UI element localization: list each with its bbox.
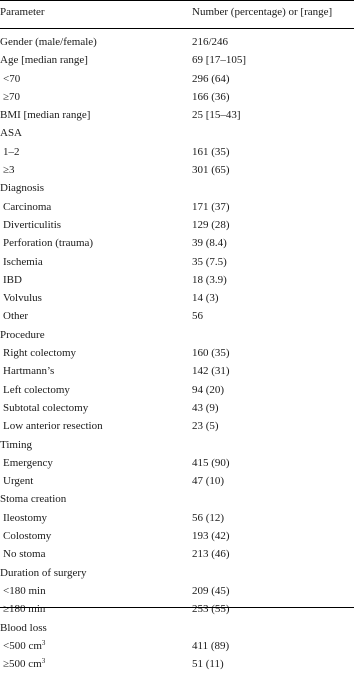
table-row — [0, 564, 354, 582]
row-label: Age [median range] — [0, 54, 88, 67]
row-value: 253 (55) — [192, 603, 230, 616]
table-row — [0, 619, 354, 637]
table-row — [0, 307, 354, 325]
table-body — [0, 33, 354, 673]
row-value: 47 (10) — [192, 475, 225, 488]
row-value: 209 (45) — [192, 584, 230, 597]
row-value: 161 (35) — [192, 145, 230, 158]
bottom-rule — [0, 607, 354, 608]
row-label: Left colectomy — [3, 383, 70, 396]
row-value: 69 [17–105] — [192, 54, 247, 67]
table-row — [0, 106, 354, 124]
table-row — [0, 253, 354, 271]
table-row — [0, 216, 354, 234]
table-row — [0, 582, 354, 600]
table-row — [0, 51, 354, 69]
row-label: Low anterior resection — [3, 420, 103, 433]
row-value: 193 (42) — [192, 530, 230, 543]
row-label: Other — [3, 310, 29, 323]
row-label: 1–2 — [3, 145, 20, 158]
row-value: 415 (90) — [192, 456, 230, 469]
table-row — [0, 70, 354, 88]
table-row — [0, 179, 354, 197]
row-value: 129 (28) — [192, 218, 230, 231]
table-row — [0, 344, 354, 362]
header-parameter: Parameter — [0, 6, 45, 18]
table-row — [0, 454, 354, 472]
row-value: 166 (36) — [192, 90, 230, 103]
table-row — [0, 289, 354, 307]
row-label: Carcinoma — [3, 200, 52, 213]
row-value: 94 (20) — [192, 383, 225, 396]
table-header — [0, 6, 354, 24]
row-label: Diverticulitis — [3, 218, 62, 231]
row-label: Diagnosis — [0, 182, 44, 195]
table-row — [0, 124, 354, 142]
row-label-superscript: 3 — [41, 638, 46, 647]
row-label: Hartmann’s — [3, 365, 55, 378]
row-label: Volvulus — [3, 292, 42, 305]
row-value: 18 (3.9) — [192, 273, 227, 286]
row-label: Colostomy — [3, 530, 52, 543]
row-value: 35 (7.5) — [192, 255, 227, 268]
row-value: 213 (46) — [192, 548, 230, 561]
table-row — [0, 161, 354, 179]
row-label: ≥500 $cm^3$ — [3, 657, 46, 671]
row-value: 51 (11) — [192, 658, 224, 671]
table-row — [0, 271, 354, 289]
table-row — [0, 362, 354, 380]
row-label: Ileostomy — [3, 511, 47, 524]
row-label: Perforation (trauma) — [3, 237, 94, 250]
table-row — [0, 545, 354, 563]
row-value: 56 — [192, 310, 203, 323]
table-row — [0, 88, 354, 106]
row-label: Urgent — [3, 475, 34, 488]
table-row — [0, 655, 354, 673]
table-row — [0, 234, 354, 252]
row-value: 216/246 — [192, 36, 229, 48]
row-label: BMI [median range] — [0, 109, 91, 122]
header-rule — [0, 28, 354, 29]
row-value: 171 (37) — [192, 200, 230, 213]
row-value: 23 (5) — [192, 420, 219, 433]
table-row — [0, 436, 354, 454]
row-value: 160 (35) — [192, 347, 230, 360]
row-label: Gender (male/female) — [0, 36, 97, 48]
row-value: 301 (65) — [192, 164, 230, 177]
header-value: Number (percentage) or [range] — [192, 6, 333, 18]
table-row — [0, 198, 354, 216]
row-label: No stoma — [3, 548, 46, 561]
table-row — [0, 509, 354, 527]
table-row — [0, 600, 354, 618]
row-label: IBD — [3, 273, 22, 286]
table-row — [0, 527, 354, 545]
row-label: Ischemia — [3, 255, 43, 268]
row-label: ≥70 — [3, 90, 21, 103]
row-value: 142 (31) — [192, 365, 230, 378]
row-label: Procedure — [0, 328, 45, 341]
row-label: <70 — [3, 72, 21, 85]
row-value: 411 (89) — [192, 639, 230, 652]
row-label: ASA — [0, 127, 23, 140]
table-row — [0, 490, 354, 508]
row-value: 43 (9) — [192, 401, 219, 414]
row-label: Subtotal colectomy — [3, 401, 89, 414]
row-label-superscript: 3 — [41, 657, 46, 666]
row-value: 296 (64) — [192, 72, 230, 85]
row-label: Blood loss — [0, 621, 47, 634]
row-label: Emergency — [3, 456, 53, 469]
row-label: <500 $cm^3$ — [3, 638, 46, 652]
table-row — [0, 637, 354, 655]
table-row — [0, 381, 354, 399]
row-label: <180 min — [3, 584, 46, 597]
row-value: 14 (3) — [192, 292, 219, 305]
row-value: 39 (8.4) — [192, 237, 227, 250]
row-value: 25 [15–43] — [192, 109, 241, 122]
row-value: 56 (12) — [192, 511, 225, 524]
table-row — [0, 326, 354, 344]
row-label: ≥180 min — [3, 603, 46, 616]
table-row — [0, 143, 354, 161]
top-rule — [0, 0, 354, 1]
row-label: Stoma creation — [0, 493, 67, 506]
table-row — [0, 417, 354, 435]
row-label: ≥3 — [3, 164, 15, 177]
row-label: Duration of surgery — [0, 566, 87, 579]
row-label: Timing — [0, 438, 33, 451]
row-label: Right colectomy — [3, 347, 77, 360]
table-row — [0, 399, 354, 417]
table-row — [0, 472, 354, 490]
table-row — [0, 33, 354, 51]
